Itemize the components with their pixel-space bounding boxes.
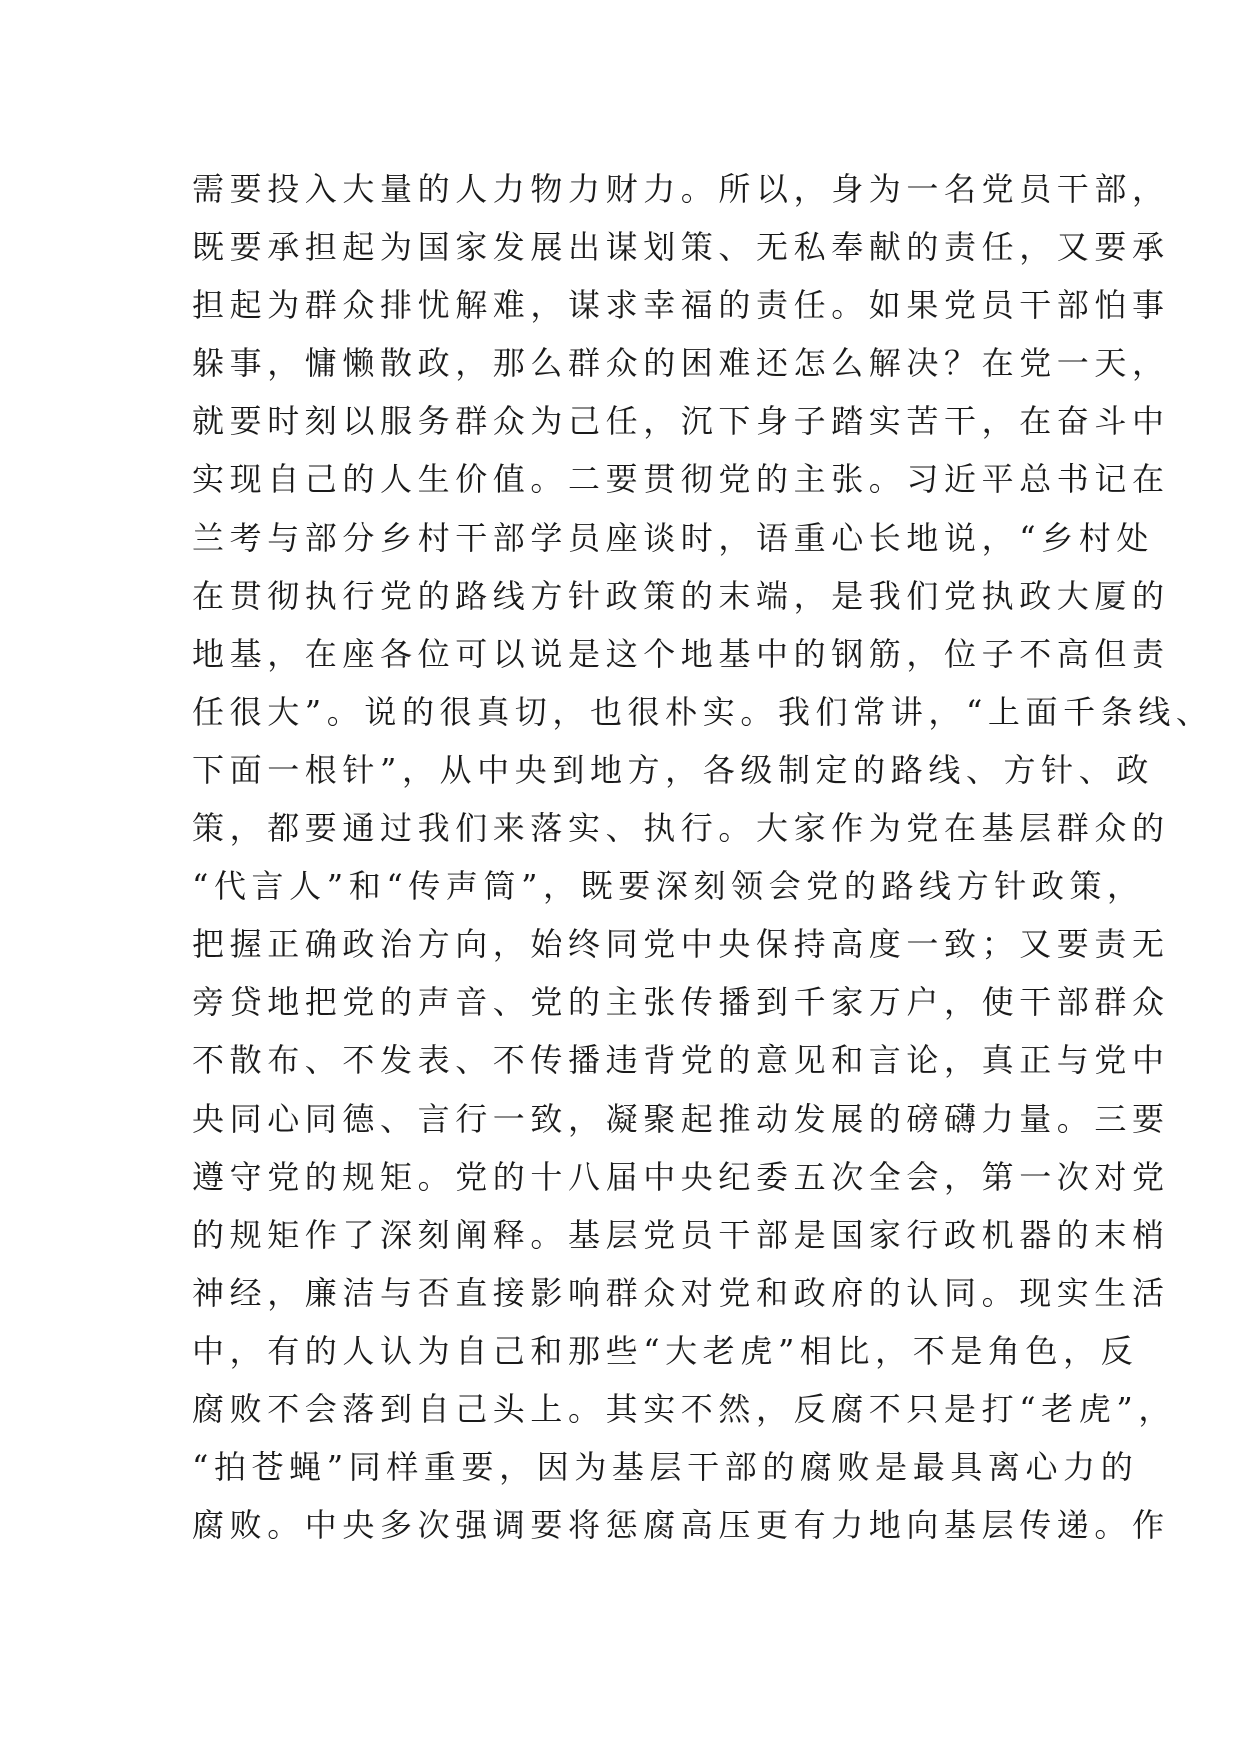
text-line: 需要投入大量的人力物力财力。所以，身为一名党员干部， [192,170,1170,208]
text-line: 神经，廉洁与否直接影响群众对党和政府的认同。现实生活 [192,1273,1170,1312]
text-line: 兰考与部分乡村干部学员座谈时，语重心长地说，“乡村处 [192,518,1154,557]
text-line: 下面一根针”，从中央到地方，各级制定的路线、方针、政 [192,750,1154,789]
text-line: “代言人”和“传声筒”，既要深刻领会党的路线方针政策， [192,867,1145,906]
text-line: 担起为群众排忧解难，谋求幸福的责任。如果党员干部怕事 [192,286,1170,325]
text-line: 既要承担起为国家发展出谋划策、无私奉献的责任，又要承 [192,228,1170,267]
text-line: 地基，在座各位可以说是这个地基中的钢筋，位子不高但责 [192,634,1170,673]
text-line: 的规矩作了深刻阐释。基层党员干部是国家行政机器的末梢 [192,1215,1170,1254]
text-line: 腐败。中央多次强调要将惩腐高压更有力地向基层传递。作 [192,1506,1170,1545]
text-line: 实现自己的人生价值。二要贯彻党的主张。习近平总书记在 [192,460,1170,499]
text-line: 策，都要通过我们来落实、执行。大家作为党在基层群众的 [192,809,1170,848]
text-line: 把握正确政治方向，始终同党中央保持高度一致；又要责无 [192,925,1170,964]
text-line: “拍苍蝇”同样重要，因为基层干部的腐败是最具离心力的 [192,1448,1139,1487]
text-line: 就要时刻以服务群众为己任，沉下身子踏实苦干，在奋斗中 [192,402,1170,441]
body-text [192,160,1214,1554]
text-line: 旁贷地把党的声音、党的主张传播到千家万户，使干部群众 [192,983,1170,1022]
text-line: 腐败不会落到自己头上。其实不然，反腐不只是打“老虎”， [192,1389,1176,1428]
text-line: 中，有的人认为自己和那些“大老虎”相比，不是角色，反 [192,1331,1139,1370]
text-line: 在贯彻执行党的路线方针政策的末端，是我们党执政大厦的 [192,576,1170,615]
text-line: 躲事，慵懒散政，那么群众的困难还怎么解决？在党一天， [192,344,1170,383]
text-line: 央同心同德、言行一致，凝聚起推动发展的磅礴力量。三要 [192,1099,1170,1138]
text-line: 任很大”。说的很真切，也很朴实。我们常讲，“上面千条线、 [192,692,1214,731]
text-line: 不散布、不发表、不传播违背党的意见和言论，真正与党中 [192,1041,1170,1080]
text-line: 遵守党的规矩。党的十八届中央纪委五次全会，第一次对党 [192,1157,1170,1196]
